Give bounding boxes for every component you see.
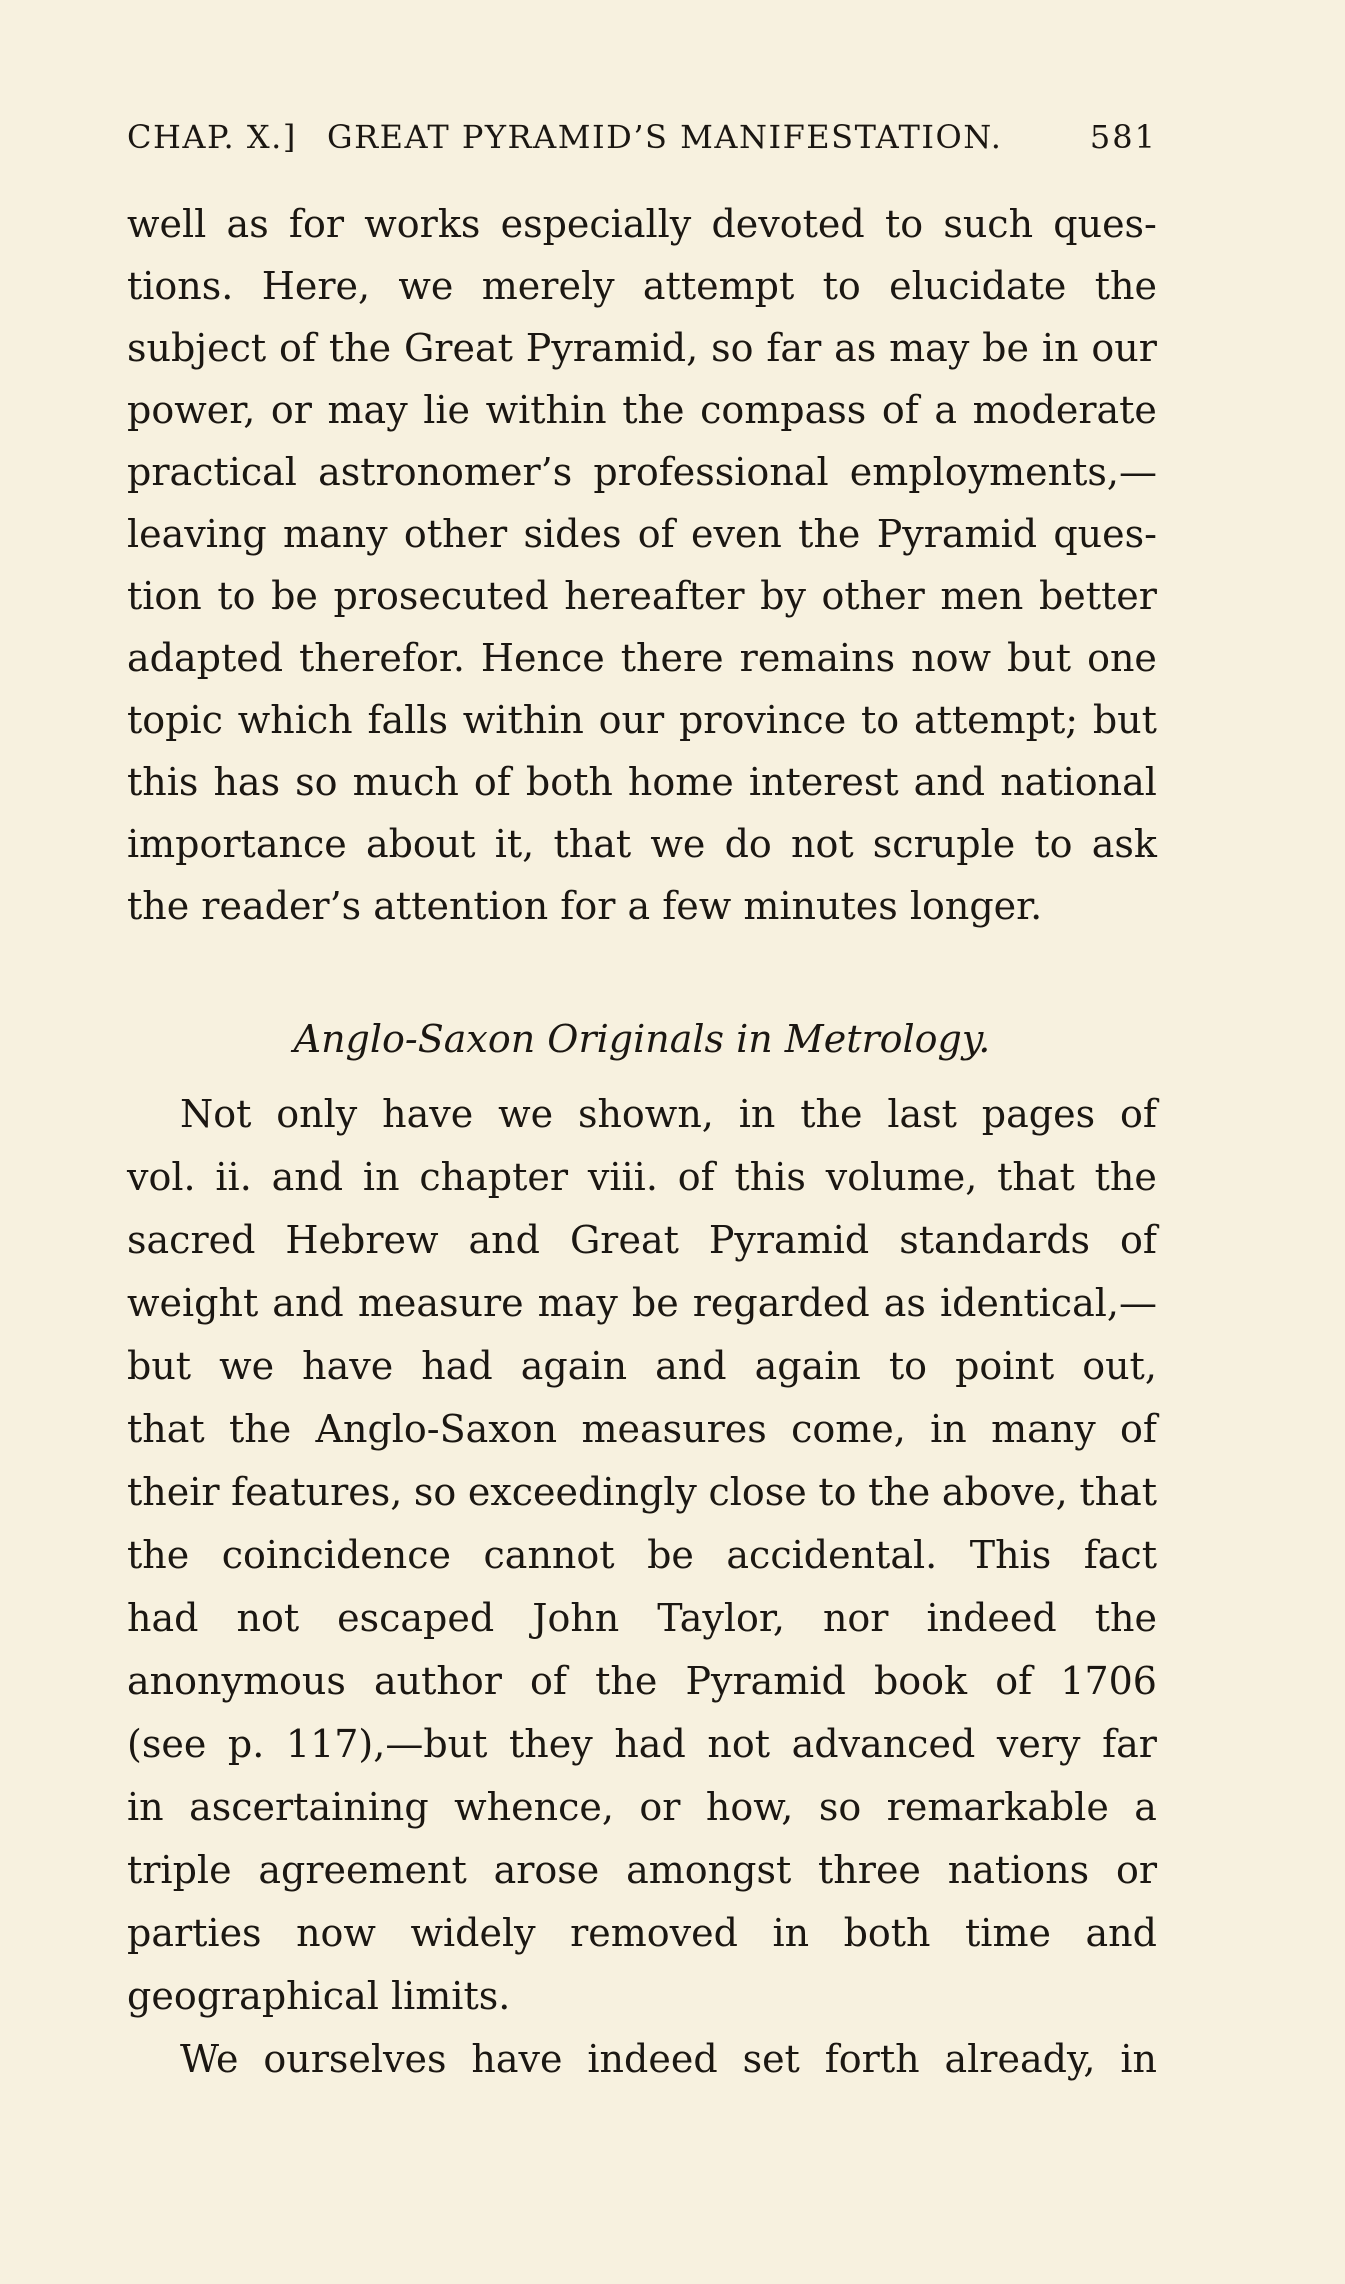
word: our: [598, 698, 665, 742]
text-line: [127, 1460, 1157, 1524]
word: men: [940, 574, 1024, 618]
word: but: [127, 1344, 192, 1388]
word: so: [413, 1470, 457, 1514]
word: ques-: [1053, 512, 1157, 556]
word: not: [236, 1596, 300, 1640]
word: that: [1079, 1470, 1157, 1514]
word: as: [834, 326, 877, 370]
word: amongst: [626, 1848, 792, 1892]
word: Pyramid,: [525, 326, 699, 370]
word: This: [969, 1533, 1052, 1577]
word: we: [650, 822, 706, 866]
word: ourselves: [263, 2037, 447, 2081]
word: Pyramid: [708, 1218, 870, 1262]
word: the: [798, 512, 861, 556]
word: attempt: [642, 264, 795, 308]
word: remains: [739, 636, 896, 680]
word: and: [655, 1344, 727, 1388]
word: we: [219, 1344, 275, 1388]
word: Pyramid: [685, 1659, 846, 1703]
word: in: [362, 1155, 400, 1199]
word: have: [302, 1344, 394, 1388]
word: one: [1087, 636, 1157, 680]
word: adapted: [127, 636, 284, 680]
word: have: [382, 1092, 474, 1136]
word: and: [913, 760, 986, 804]
word: standards: [899, 1218, 1091, 1262]
word: interest: [748, 760, 899, 804]
word: importance: [127, 822, 347, 866]
word: p.: [227, 1722, 265, 1766]
word: so: [295, 760, 338, 804]
word: do: [724, 822, 772, 866]
word: in: [127, 1785, 164, 1829]
word: be: [982, 326, 1029, 370]
word: both: [525, 760, 613, 804]
word: compass: [700, 388, 867, 432]
word: and: [1085, 1911, 1157, 1955]
word: in: [738, 1092, 776, 1136]
text-line: [127, 440, 1157, 504]
text-line: [127, 564, 1157, 628]
word: the: [595, 1659, 658, 1703]
word: nor: [822, 1596, 889, 1640]
word: falls: [367, 698, 448, 742]
word: already,: [944, 2037, 1096, 2081]
word: especially: [500, 202, 692, 246]
word: subject: [127, 326, 267, 370]
word: other: [403, 512, 508, 556]
word: in: [1041, 326, 1079, 370]
word: province: [678, 698, 847, 742]
word: may: [889, 326, 970, 370]
word: tion: [127, 574, 202, 618]
word: of: [1119, 1092, 1157, 1136]
word: may: [537, 1281, 618, 1325]
word: may: [327, 388, 408, 432]
word: close: [708, 1470, 807, 1514]
word: tions.: [127, 264, 234, 308]
text-line: [127, 626, 1157, 690]
word: volume,: [825, 1155, 978, 1199]
word: coincidence: [221, 1533, 452, 1577]
text-line: geographical limits.: [127, 1974, 511, 2018]
word: leaving: [127, 512, 267, 556]
word: Anglo-Saxon: [315, 1407, 558, 1451]
text-line: [127, 688, 1157, 752]
word: the: [328, 326, 392, 370]
word: not: [790, 822, 854, 866]
word: there: [620, 636, 724, 680]
word: three: [818, 1848, 921, 1892]
text-line: [127, 812, 1157, 876]
word: attempt;: [913, 698, 1079, 742]
word: ii.: [215, 1155, 252, 1199]
word: of: [995, 1659, 1033, 1703]
word: or: [639, 1785, 681, 1829]
word: now: [296, 1911, 376, 1955]
word: Not: [180, 1092, 252, 1136]
word: only: [276, 1092, 358, 1136]
word: escaped: [337, 1596, 495, 1640]
text-line: [127, 1649, 1157, 1713]
word: of: [1120, 1407, 1157, 1451]
running-title: GREAT PYRAMID’S MANIFESTATION.: [327, 118, 1003, 156]
word: therefor.: [299, 636, 465, 680]
word: had: [421, 1344, 493, 1388]
word: in: [930, 1407, 967, 1451]
word: that: [997, 1155, 1075, 1199]
word: and: [271, 1155, 344, 1199]
word: how,: [705, 1785, 794, 1829]
word: indeed: [926, 1596, 1057, 1640]
word: set: [742, 2037, 800, 2081]
word: be: [271, 574, 318, 618]
word: author: [373, 1659, 502, 1703]
word: Great: [403, 326, 513, 370]
word: and: [272, 1281, 344, 1325]
text-line: [127, 378, 1157, 442]
text-line: [127, 1523, 1157, 1587]
word: viii.: [587, 1155, 658, 1199]
word: the: [1094, 1155, 1157, 1199]
word: parties: [127, 1911, 262, 1955]
text-line: [127, 502, 1157, 566]
word: this: [127, 760, 199, 804]
word: lie: [423, 388, 471, 432]
word: the: [622, 388, 685, 432]
word: scruple: [872, 822, 1016, 866]
word: to: [818, 1470, 857, 1514]
word: of: [279, 326, 316, 370]
text-line: [127, 1334, 1157, 1398]
word: prosecuted: [333, 574, 549, 618]
word: 1706: [1060, 1659, 1157, 1703]
word: other: [821, 574, 925, 618]
word: far: [766, 326, 822, 370]
word: vol.: [127, 1155, 196, 1199]
word: that: [553, 822, 632, 866]
word: employments,—: [849, 450, 1157, 494]
word: book: [873, 1659, 968, 1703]
word: a: [934, 388, 958, 432]
word: this: [734, 1155, 806, 1199]
word: be: [647, 1533, 694, 1577]
word: indeed: [587, 2037, 718, 2081]
word: works: [364, 202, 481, 246]
word: and: [468, 1218, 540, 1262]
word: chapter: [419, 1155, 569, 1199]
word: hereafter: [564, 574, 745, 618]
word: far: [1102, 1722, 1157, 1766]
text-line: [127, 1586, 1157, 1650]
word: national: [1000, 760, 1157, 804]
word: Taylor,: [657, 1596, 785, 1640]
word: last: [887, 1092, 957, 1136]
word: identical,—: [939, 1281, 1157, 1325]
word: home: [627, 760, 734, 804]
word: very: [996, 1722, 1081, 1766]
word: of: [530, 1659, 567, 1703]
text-line: [180, 2027, 1157, 2091]
word: ascertaining: [189, 1785, 429, 1829]
word: to: [860, 698, 900, 742]
word: nations: [947, 1848, 1090, 1892]
word: We: [180, 2037, 239, 2081]
word: professional: [593, 450, 829, 494]
word: both: [843, 1911, 931, 1955]
word: in: [1120, 2037, 1157, 2081]
word: as: [226, 202, 269, 246]
word: regarded: [692, 1281, 870, 1325]
word: anonymous: [127, 1659, 346, 1703]
word: of: [881, 388, 919, 432]
word: pages: [981, 1092, 1096, 1136]
word: again: [754, 1344, 861, 1388]
word: remarkable: [886, 1785, 1109, 1829]
word: topic: [127, 698, 223, 742]
text-line: [127, 750, 1157, 814]
word: well: [127, 202, 207, 246]
word: features,: [231, 1470, 403, 1514]
word: (see: [127, 1722, 207, 1766]
word: much: [352, 760, 459, 804]
text-line: the reader’s attention for a few minutes longer.: [127, 884, 1043, 928]
word: elucidate: [889, 264, 1067, 308]
text-line: [180, 1082, 1157, 1146]
word: measures: [581, 1407, 767, 1451]
word: had: [127, 1596, 199, 1640]
word: our: [1091, 326, 1157, 370]
word: arose: [493, 1848, 600, 1892]
word: triple: [127, 1848, 232, 1892]
word: even: [690, 512, 782, 556]
word: devoted: [711, 202, 865, 246]
word: the: [1094, 264, 1157, 308]
word: weight: [127, 1281, 259, 1325]
word: Here,: [261, 264, 371, 308]
word: many: [283, 512, 388, 556]
word: measure: [357, 1281, 524, 1325]
word: but: [1092, 698, 1157, 742]
word: to: [822, 264, 861, 308]
text-line: [127, 316, 1157, 380]
word: their: [127, 1470, 220, 1514]
word: of: [637, 512, 675, 556]
word: 117),—but: [285, 1722, 488, 1766]
word: not: [707, 1722, 770, 1766]
word: again: [520, 1344, 628, 1388]
word: better: [1038, 574, 1157, 618]
word: shown,: [577, 1092, 714, 1136]
word: they: [509, 1722, 593, 1766]
text-line: [127, 1775, 1157, 1839]
word: ques-: [1053, 202, 1157, 246]
word: but: [1007, 636, 1072, 680]
word: of: [1120, 1218, 1157, 1262]
text-line: [127, 254, 1157, 318]
word: time: [965, 1911, 1051, 1955]
word: we: [398, 264, 454, 308]
word: above,: [941, 1470, 1068, 1514]
word: the: [228, 1407, 292, 1451]
word: out,: [1082, 1344, 1157, 1388]
chapter-label: CHAP. X.]: [127, 118, 297, 156]
running-head: [127, 118, 1157, 168]
word: Hebrew: [285, 1218, 439, 1262]
text-line: [127, 1901, 1157, 1965]
word: the: [1094, 1596, 1157, 1640]
page-number: 581: [1089, 118, 1157, 156]
word: so: [818, 1785, 862, 1829]
word: the: [800, 1092, 863, 1136]
word: advanced: [791, 1722, 976, 1766]
word: widely: [410, 1911, 536, 1955]
text-line: [127, 1838, 1157, 1902]
text-line: [127, 1712, 1157, 1776]
word: has: [213, 760, 281, 804]
text-line: [127, 192, 1157, 256]
word: now: [911, 636, 992, 680]
word: exceedingly: [467, 1470, 697, 1514]
word: to: [884, 202, 924, 246]
word: to: [1034, 822, 1073, 866]
word: as: [883, 1281, 926, 1325]
word: many: [991, 1407, 1096, 1451]
word: fact: [1083, 1533, 1157, 1577]
word: of: [473, 760, 511, 804]
text-line: [127, 1397, 1157, 1461]
word: to: [888, 1344, 928, 1388]
word: or: [1115, 1848, 1157, 1892]
word: such: [943, 202, 1034, 246]
word: which: [237, 698, 353, 742]
word: within: [462, 698, 584, 742]
text-line: [127, 1145, 1157, 1209]
word: forth: [824, 2037, 920, 2081]
word: come,: [791, 1407, 906, 1451]
word: Hence: [480, 636, 605, 680]
word: Great: [569, 1218, 679, 1262]
word: whence,: [454, 1785, 614, 1829]
word: accidental.: [726, 1533, 938, 1577]
word: Pyramid: [876, 512, 1038, 556]
word: cannot: [483, 1533, 615, 1577]
word: practical: [127, 450, 297, 494]
word: within: [485, 388, 607, 432]
word: power,: [127, 388, 256, 432]
word: ask: [1091, 822, 1157, 866]
word: agreement: [258, 1848, 467, 1892]
word: to: [217, 574, 256, 618]
word: removed: [570, 1911, 738, 1955]
word: in: [772, 1911, 810, 1955]
word: so: [711, 326, 754, 370]
word: have: [471, 2037, 563, 2081]
section-heading: Anglo-Saxon Originals in Metrology.: [293, 1017, 991, 1061]
word: moderate: [972, 388, 1157, 432]
word: astronomer’s: [318, 450, 573, 494]
word: sacred: [127, 1218, 256, 1262]
word: or: [270, 388, 312, 432]
word: for: [288, 202, 345, 246]
word: we: [498, 1092, 554, 1136]
word: be: [631, 1281, 679, 1325]
word: sides: [523, 512, 622, 556]
word: about: [365, 822, 476, 866]
word: by: [760, 574, 806, 618]
word: of: [677, 1155, 715, 1199]
word: had: [614, 1722, 686, 1766]
text-line: [127, 1208, 1157, 1272]
word: John: [532, 1596, 620, 1640]
word: the: [868, 1470, 931, 1514]
text-line: [127, 1271, 1157, 1335]
word: merely: [481, 264, 615, 308]
word: point: [955, 1344, 1055, 1388]
word: it,: [494, 822, 535, 866]
word: the: [127, 1533, 190, 1577]
word: a: [1134, 1785, 1157, 1829]
word: that: [127, 1407, 205, 1451]
